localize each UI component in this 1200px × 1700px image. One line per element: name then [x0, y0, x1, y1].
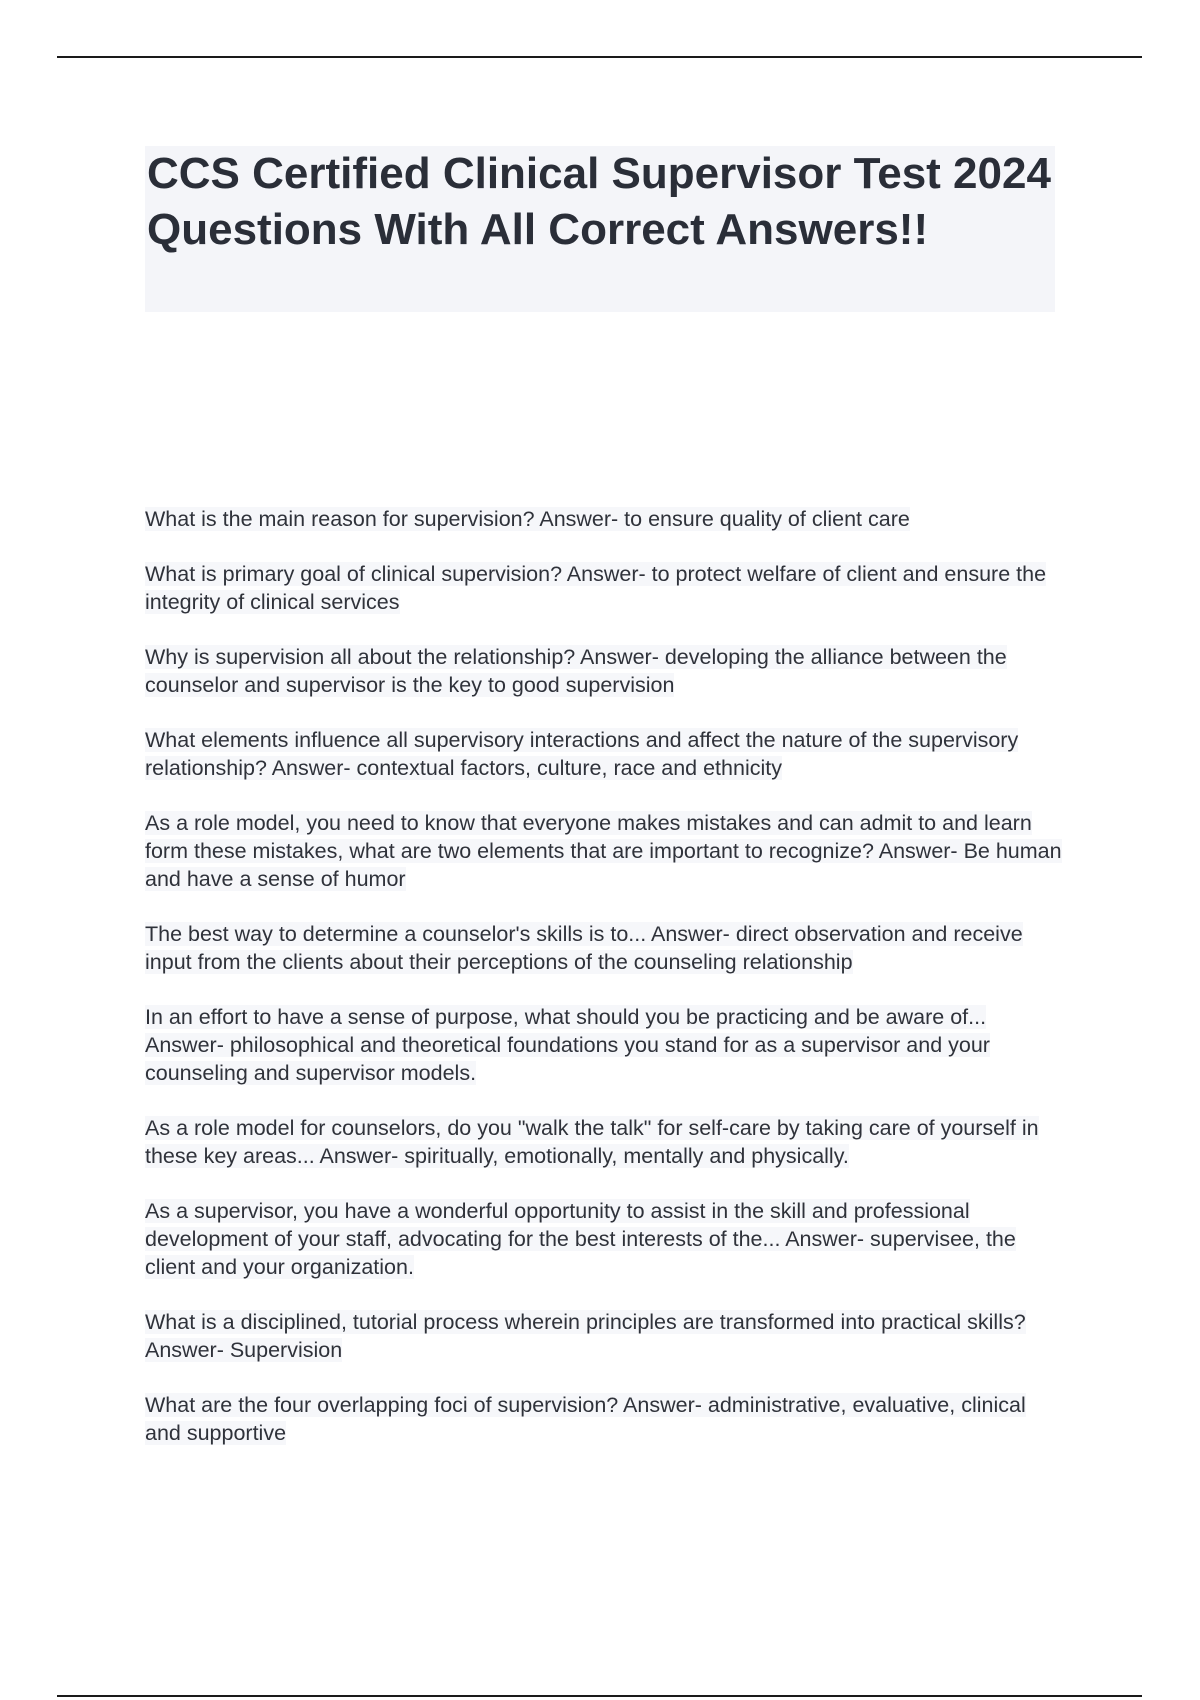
qa-text: As a role model for counselors, do you "walk the talk" for self-care by taking care of yourself in these key areas... Answer- spiritually, emotionally, mentally and physically. [145, 1116, 1039, 1168]
qa-text: What is a disciplined, tutorial process wherein principles are transformed into practical skills? Answer- Supervision [145, 1310, 1026, 1362]
qa-item [145, 809, 1065, 893]
qa-item [145, 1391, 1065, 1447]
qa-text: What is the main reason for supervision? Answer- to ensure quality of client care [145, 507, 910, 531]
qa-item [145, 1197, 1065, 1281]
top-divider [57, 56, 1142, 58]
qa-item [145, 1308, 1065, 1364]
qa-item [145, 920, 1065, 976]
title-block [145, 146, 1055, 312]
qa-item [145, 1003, 1065, 1087]
qa-item [145, 560, 1065, 616]
qa-text: What are the four overlapping foci of supervision? Answer- administrative, evaluative, clinical and supportive [145, 1393, 1026, 1445]
qa-list [145, 505, 1065, 1474]
qa-text: In an effort to have a sense of purpose, what should you be practicing and be aware of... Answer- philosophical and theoretical foundations you stand for as a supervisor and your counseling and supervisor models. [145, 1005, 990, 1085]
qa-text: As a role model, you need to know that everyone makes mistakes and can admit to and learn form these mistakes, what are two elements that are important to recognize? Answer- Be human and have a sense of humor [145, 811, 1062, 891]
qa-text: What is primary goal of clinical supervision? Answer- to protect welfare of client and ensure the integrity of clinical services [145, 562, 1047, 614]
bottom-divider [57, 1695, 1142, 1697]
qa-text: As a supervisor, you have a wonderful opportunity to assist in the skill and professional development of your staff, advocating for the best interests of the... Answer- supervisee, the client and your organization. [145, 1199, 1016, 1279]
qa-text: Why is supervision all about the relationship? Answer- developing the alliance between the counselor and supervisor is the key to good supervision [145, 645, 1007, 697]
qa-item [145, 643, 1065, 699]
qa-item [145, 1114, 1065, 1170]
qa-item [145, 726, 1065, 782]
qa-text: The best way to determine a counselor's skills is to... Answer- direct observation and receive input from the clients about their perceptions of the counseling relationship [145, 922, 1023, 974]
qa-text: What elements influence all supervisory interactions and affect the nature of the supervisory relationship? Answer- contextual factors, culture, race and ethnicity [145, 728, 1019, 780]
document-title: CCS Certified Clinical Supervisor Test 2024 Questions With All Correct Answers!! [147, 149, 1051, 254]
qa-item [145, 505, 1065, 533]
